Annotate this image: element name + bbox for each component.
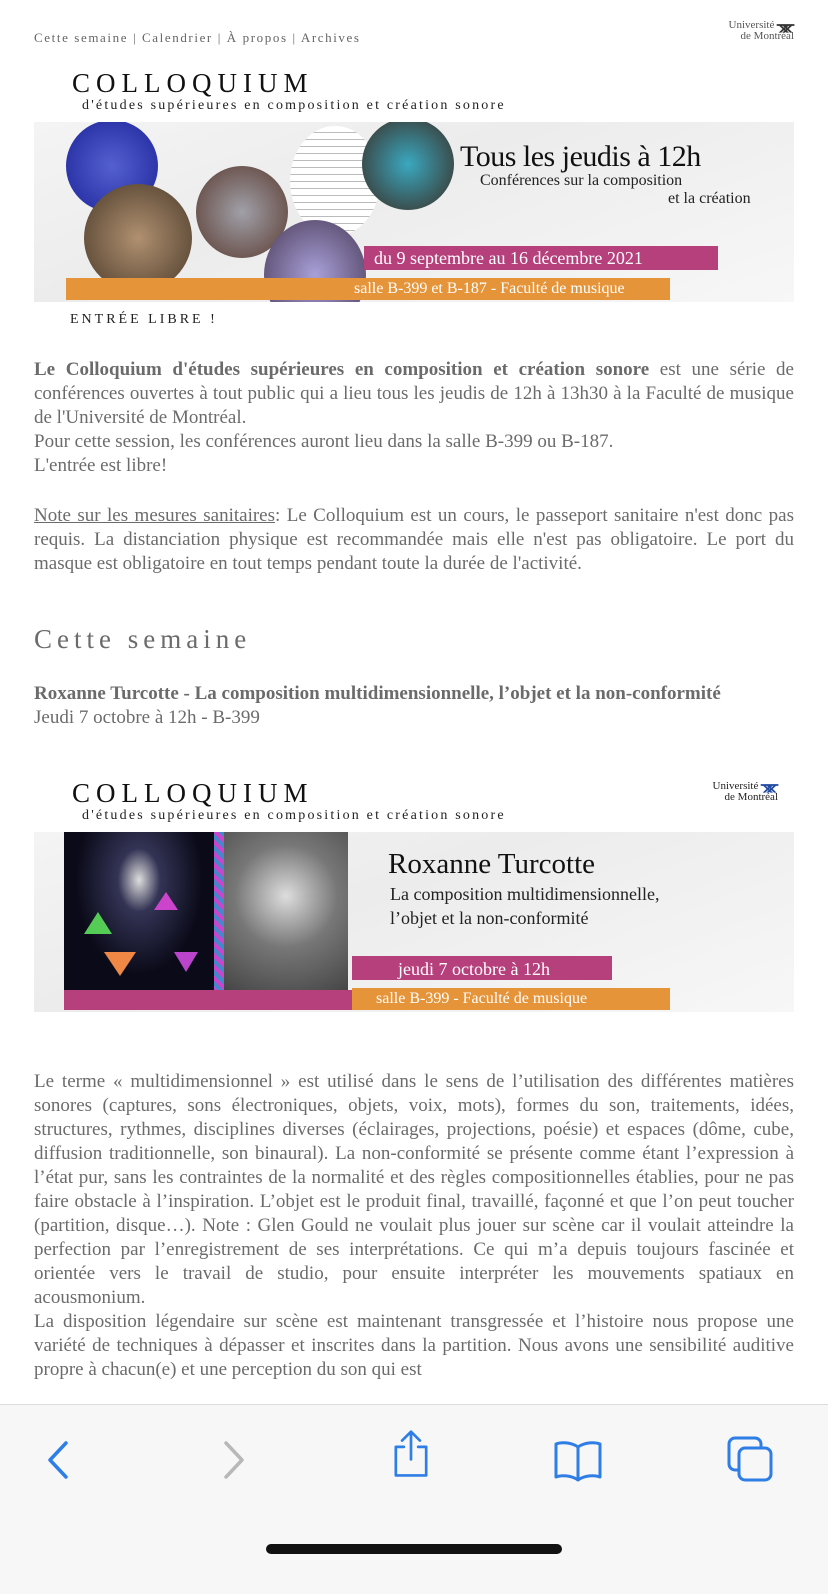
- logo-line1: Université: [728, 19, 775, 31]
- banner-title: COLLOQUIUM: [72, 68, 314, 98]
- nav-separator: |: [217, 30, 222, 45]
- artwork-image: [64, 832, 214, 992]
- udem-mark-icon: ᚘ: [761, 778, 778, 793]
- free-entry: ENTRÉE LIBRE !: [70, 312, 218, 327]
- sanitary-link[interactable]: Note sur les mesures sanitaires: [34, 505, 275, 526]
- nav-separator: |: [132, 30, 138, 45]
- top-nav: [34, 30, 361, 46]
- nav-cette-semaine[interactable]: Cette semaine: [34, 30, 129, 45]
- event-banner: [34, 776, 794, 1016]
- banner-image: [34, 122, 794, 302]
- logo-line2: de Montréal: [740, 30, 794, 42]
- nav-archives[interactable]: Archives: [300, 30, 361, 45]
- colloquium-banner: [34, 66, 794, 306]
- tabs-icon[interactable]: [726, 1435, 776, 1485]
- dates-bar: du 9 septembre au 16 décembre 2021: [364, 246, 718, 270]
- logo-line1: Université: [712, 780, 759, 792]
- banner-tagline: Conférences sur la composition: [480, 172, 683, 189]
- banner-subtitle: d'études supérieures en composition et création sonore: [82, 808, 506, 823]
- banner-tagline: et la création: [668, 190, 751, 207]
- intro-text: [34, 358, 794, 478]
- event-when: Jeudi 7 octobre à 12h - B-399: [34, 707, 260, 728]
- rooms-bar: salle B-399 et B-187 - Faculté de musique: [66, 278, 670, 300]
- logo-line2: de Montréal: [724, 791, 778, 803]
- banner-subtitle: d'études supérieures en composition et création sonore: [82, 98, 506, 113]
- description-p2: La disposition légendaire sur scène est maintenant transgressée et l’histoire nous propose une variété de techniques à dépasser et inscrites dans la partition. Nous avons une sensibilité auditive propre à chacun(e) et une perception du son qui est: [34, 1311, 794, 1380]
- sanitary-note: [34, 504, 794, 576]
- speaker-name: Roxanne Turcotte: [388, 848, 596, 880]
- talk-description: [34, 1070, 794, 1382]
- photo-circle: [362, 122, 454, 210]
- banner-headline: Tous les jeudis à 12h: [460, 140, 701, 173]
- udem-mark-icon: ᚘ: [777, 18, 794, 33]
- sanitary-text: : Le Colloquium est un cours, le passeport sanitaire n'est donc pas requis. La distanciation physique est recommandée mais elle n'est pas obligatoire. Le port du masque est obligatoire en tout temps pendant toute la durée de l'activité.: [34, 505, 794, 574]
- room-bar: salle B-399 - Faculté de musique: [352, 988, 670, 1010]
- share-icon[interactable]: [386, 1429, 436, 1479]
- udem-logo: [713, 780, 778, 803]
- intro-line2: Pour cette session, les conférences auront lieu dans la salle B-399 ou B-187.: [34, 431, 614, 452]
- speaker-photo: [224, 832, 348, 992]
- photo-circle: [84, 184, 192, 292]
- nav-separator: |: [292, 30, 297, 45]
- intro-line3: L'entrée est libre!: [34, 455, 168, 476]
- event-header: [34, 682, 794, 730]
- nav-calendrier[interactable]: Calendrier: [142, 30, 213, 45]
- forward-icon[interactable]: [208, 1435, 258, 1485]
- bookmarks-icon[interactable]: [553, 1435, 603, 1485]
- event-title: Roxanne Turcotte - La composition multidimensionnelle, l’objet et la non-conformité: [34, 683, 721, 704]
- talk-title: l’objet et la non-conformité: [390, 908, 589, 928]
- home-indicator: [266, 1544, 562, 1554]
- pink-strip: [64, 990, 354, 1010]
- pattern-strip: [214, 832, 224, 992]
- nav-a-propos[interactable]: À propos: [226, 30, 288, 45]
- section-title: Cette semaine: [34, 624, 252, 654]
- intro-rest: est une série de conférences ouvertes à tout public qui a lieu tous les jeudis de 12h à 13h30 à la Faculté de musique de l'Université de Montréal.: [34, 359, 794, 428]
- banner-title: COLLOQUIUM: [72, 778, 314, 808]
- browser-toolbar: [0, 1404, 828, 1594]
- intro-bold: Le Colloquium d'études supérieures en composition et création sonore: [34, 359, 650, 380]
- banner-image: [34, 832, 794, 1012]
- date-bar: jeudi 7 octobre à 12h: [352, 956, 612, 980]
- back-icon[interactable]: [34, 1435, 84, 1485]
- udem-logo[interactable]: [729, 20, 794, 42]
- talk-title: La composition multidimensionnelle,: [390, 884, 660, 904]
- description-p1: Le terme « multidimensionnel » est utilisé dans le sens de l’utilisation des différentes matières sonores (captures, sons électroniques, objets, voix, mots), formes du son, traitements, idées, structures, rythmes, disciplines diverses (éclairages, projections, poésie) et espaces (dôme, cube, diffusion traditionnelle, son binaural). La non-conformité se présente comme étant l’expression à l’état pur, sans les contraintes de la normalité et des règles compositionnelles établies, pour ne pas faire obstacle à l’inspiration. L’objet est le produit final, travaillé, façonné et que l’on peut toucher (partition, disque…). Note : Glen Gould ne voulait plus jouer sur scène car il voulait atteindre la perfection par l’enregistrement de ses interprétations. Ce qui m’a depuis toujours fascinée et orientée vers le travail de studio, pour ensuite interpréter les mouvements spatiaux en acousmonium.: [34, 1071, 794, 1308]
